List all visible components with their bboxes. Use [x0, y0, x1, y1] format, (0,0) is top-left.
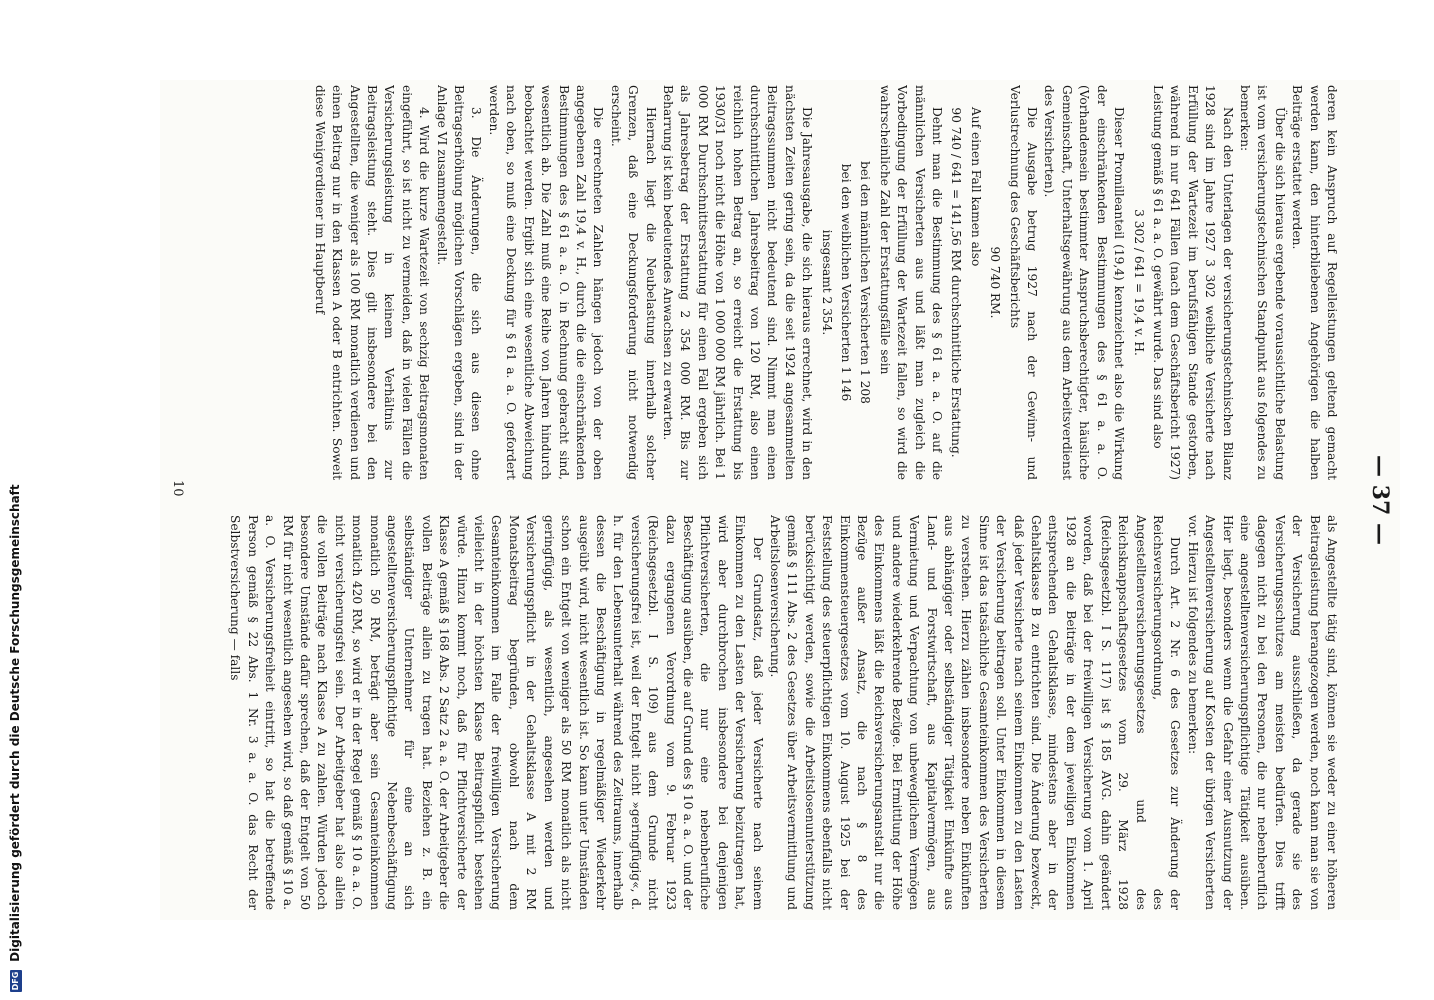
- paragraph: Der Grundsatz, daß jeder Versicherte nach seinem Einkommen zu den Lasten der Versicherung beizutragen hat, wird aber durchbrochen insbesondere bei denjenigen Pflichtversicherten, die nur eine nebenberufliche Beschäftigung ausüben, die auf Grund des § 10 a. a. O. und der dazu ergangenen Verordnung vom 9. Februar 1923 (Reichsgesetzbl. I S. 109) aus dem Grunde nicht versicherungsfrei ist, weil der Entgelt nicht »geringfügig«, d. h. für den Lebensunterhalt während des Zeitraums, innerhalb dessen die Beschäftigung in regelmäßiger Wiederkehr ausgeübt wird, nicht wesentlich ist. So kann unter Umständen schon ein Entgelt von weniger als 50 RM monatlich als nicht geringfügig, als wesentlich, angesehen werden und Versicherungspflicht in der Gehaltsklasse A mit 2 RM Monatsbeitrag begründen, obwohl nach dem Gesamteinkommen im Falle der freiwilligen Versicherung vielleicht in der höchsten Klasse Beitragspflicht bestehen würde. Hinzu kommt noch, daß für Pflichtversicherte der Klasse A gemäß § 168 Abs. 2 Satz 2 a. a. O. der Arbeitgeber die vollen Beiträge allein zu tragen hat. Beziehen z. B. ein selbständiger Unternehmer für eine an sich angestelltenversicherungspflichtige Nebenbeschäftigung monatlich 50 RM, beträgt aber sein Gesamteinkommen monatlich 420 RM, so wird er in der Regel gemäß § 10 a. a. O. nicht versicherungsfrei sein. Der Arbeitgeber hat also allein die vollen Beiträge nach Klasse A zu zahlen. Würden jedoch besondere Umstände dafür sprechen, daß der Entgelt von 50 RM für nicht wesentlich angesehen wird, so daß gemäß § 10 a. a. O. Versicherungsfreiheit eintritt, so hat die betreffende Person gemäß § 22 Abs. 1 Nr. 3 a. a. O. das Recht der Selbstversicherung — falls: [228, 515, 765, 910]
- formula: 90 740 / 641 = 141,56 RM durchschnittliche Erstattung.: [949, 107, 964, 458]
- formula: 3 302 / 641 = 19,4 v. H.: [1131, 209, 1146, 356]
- table-row: bei den männlichen Versicherten 1 208: [858, 161, 873, 404]
- footer-text: Digitalisierung gefördert durch die Deutsche Forschungsgemeinschaft: [8, 484, 22, 962]
- dfg-logo: DFG: [10, 971, 20, 991]
- paragraph: 4. Wird die kurze Wartezeit von sechzig Beitragsmonaten eingeführt, so ist nicht zu vermeiden, daß in vielen Fällen die Versicherungsleistung in keinem Verhältnis zur Beitragsleistung steht. Dies gilt insbesondere bei den Angestellten, die weniger als 100 RM monatlich verdienen und einen Beitrag nur in den Klassen A oder B entrichten. Soweit diese Wenigverdiener im Hauptberuf: [312, 85, 432, 480]
- paragraph: Hiernach liegt die Neubelastung innerhalb solcher Grenzen, daß eine Deckungsforderung nicht notwendig erscheint.: [608, 85, 658, 480]
- rotated-page-body: [160, 85, 1400, 915]
- dfg-footer: [2, 0, 28, 1000]
- paragraph: Die errechneten Zahlen hängen jedoch von der oben angegebenen Zahl 19,4 v. H., durch die die einschränkenden Bestimmungen des § 61 a. a. O. in Rechnung gebracht sind, wesentlich ab. Die Zahl muß eine Reihe von Jahren hindurch beobachtet werden. Ergibt sich eine wesentliche Abweichung nach oben, so muß eine Deckung für § 61 a. a. O. gefordert werden.: [486, 85, 606, 480]
- paragraph: Auf einen Fall kamen also: [968, 107, 983, 267]
- paragraph: Nach den Unterlagen der versicherungstechnischen Bilanz 1928 sind im Jahre 1927 3 302 weibliche Versicherte nach Erfüllung der Wartezeit im berufsfähigen Stande gestorben, während in nur 641 Fällen (nach dem Geschäftsbericht 1927) Leistung gemäß § 61 a. a. O. gewährt wurde. Das sind also: [1150, 85, 1235, 480]
- paragraph: als Angestellte tätig sind, können sie weder zu einer höheren Beitragsleistung herangezogen werden, noch kann man sie von der Versicherung ausschließen, da gerade sie des Versicherungsschutzes am meisten bedürfen. Dies trifft dagegen nicht zu bei den Personen, die nur nebenberuflich eine angestelltenversicherungspflichtige Tätigkeit ausüben. Hier liegt, besonders wenn die Gefahr einer Ausnutzung der Angestelltenversicherung auf Kosten der übrigen Versicherten vor. Hierzu ist folgendes zu bemerken:: [1185, 515, 1339, 910]
- table-total: insgesamt 2 354.: [819, 229, 834, 336]
- page-number: — 37 —: [1367, 455, 1393, 545]
- paragraph: Dehnt man die Bestimmung des § 61 a. a. O. auf die männlichen Versicherten aus und läßt man zugleich die Vorbedingung der Erfüllung der Wartezeit fallen, so wird die wahrscheinliche Zahl der Erstattungsfälle sein: [877, 85, 945, 480]
- amount: 90 740 RM.: [988, 246, 1003, 319]
- table-row: bei den weiblichen Versicherten 1 146: [839, 163, 854, 402]
- left-column: [180, 85, 1340, 480]
- paragraph: deren kein Anspruch auf Regelleistungen geltend gemacht werden kann, den hinterbliebenen Angehörigen die halben Beiträge erstattet werden.: [1290, 85, 1339, 480]
- paragraph: Die Ausgabe betrug 1927 nach der Gewinn- und Verlustrechnung des Geschäftsberichts: [1007, 85, 1040, 480]
- footer-strip: [0, 0, 26, 1000]
- sheet-signature: 10: [170, 480, 185, 497]
- paragraph: Die Jahresausgabe, die sich hieraus errechnet, wird in den nächsten Zeiten gering sein, da die seit 1924 angesammelten Beitragssummen nicht bedeutend sind. Nimmt man einen durchschnittlichen Jahresbeitrag von 120 RM, also einen reichlich hohen Betrag an, so erreicht die Erstattung bis 1930/31 noch nicht die Höhe von 1 000 000 RM jährlich. Bei 1 000 RM Durchschnittserstattung für einen Fall ergeben sich als Jahresbetrag der Erstattung 2 354 000 RM. Bis zur Beharrung ist kein bedeutendes Anwachsen zu erwarten.: [660, 85, 815, 480]
- paragraph: 3. Die Änderungen, die sich aus diesen ohne Beitragserhöhung möglichen Vorschlägen ergeben, sind in der Anlage VI zusammengestellt.: [434, 85, 484, 480]
- paragraph: Durch Art. 2 Nr. 6 des Gesetzes zur Änderung der Reichsversicherungsordnung, des Angestelltenversicherungsgesetzes und des Reichsknappschaftsgesetzes vom 29. März 1928 (Reichsgesetzbl. I S. 117) ist § 185 AVG. dahin geändert worden, daß bei der freiwilligen Versicherung vom 1. April 1928 an die Beiträge in der dem jeweiligen Einkommen entsprechenden Gehaltsklasse, mindestens aber in der Gehaltsklasse B zu entrichten sind. Die Änderung bezweckt, daß jeder Versicherte nach seinem Einkommen zu den Lasten der Versicherung beitragen soll. Unter Einkommen in diesem Sinne ist das tatsächliche Gesamteinkommen des Versicherten zu verstehen. Hierzu zählen insbesondere neben Einkünften aus abhängiger oder selbständiger Tätigkeit Einkünfte aus Land- und Forstwirtschaft, aus Kapitalvermögen, aus Vermietung und Verpachtung von unbeweglichem Vermögen und andere wiederkehrende Bezüge. Bei Ermittlung der Höhe des Einkommens läßt die Reichsversicherungsanstalt nur die Bezüge außer Ansatz, die nach § 8 des Einkommensteuergesetzes vom 10. August 1925 bei der Feststellung des steuerpflichtigen Einkommens ebenfalls nicht berücksichtigt werden, sowie die Arbeitslosenunterstützung gemäß § 111 Abs. 2 des Gesetzes über Arbeitsvermittlung und Arbeitslosenversicherung.: [768, 515, 1183, 910]
- scanned-page: [160, 80, 1400, 920]
- right-column: [180, 515, 1340, 910]
- paragraph: Über die sich hieraus ergebende voraussichtliche Belastung ist vom versicherungstechnischen Standpunkt aus folgendes zu bemerken:: [1237, 85, 1287, 480]
- paragraph: Dieser Promilleanteil (19,4) kennzeichnet also die Wirkung der einschränkenden Bestimmungen des § 61 a. a. O. (Vorhandensein bestimmter Anspruchsberechtigter, häusliche Gemeinschaft, Unterhaltsgewährung aus dem Arbeitsverdienst des Versicherten).: [1042, 85, 1127, 480]
